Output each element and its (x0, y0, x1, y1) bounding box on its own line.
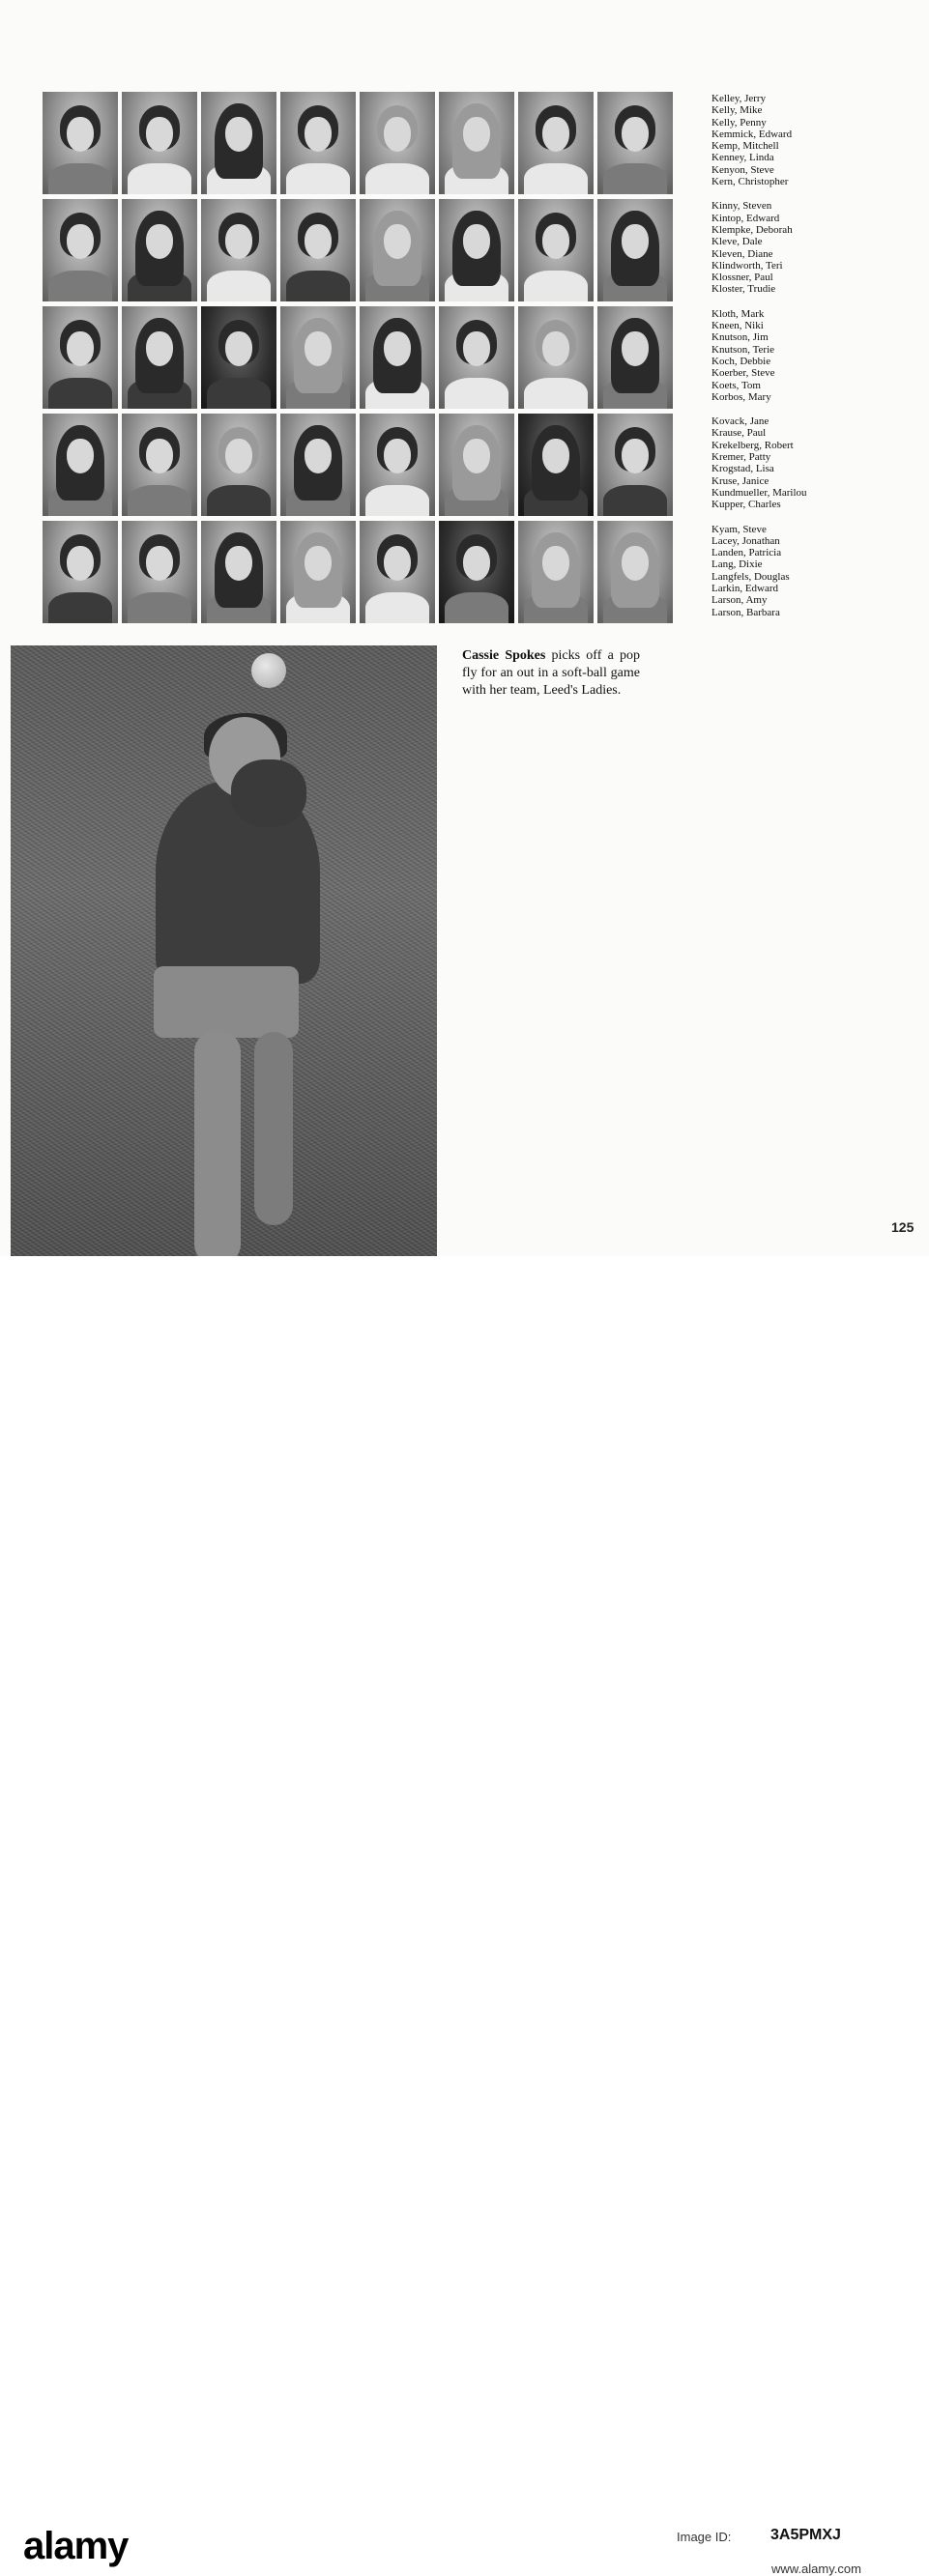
student-name: Kundmueller, Marilou (711, 486, 807, 499)
student-name: Krekelberg, Robert (711, 439, 794, 451)
softball-photo (11, 645, 437, 1256)
portrait-face (146, 117, 173, 152)
student-name: Klossner, Paul (711, 272, 773, 284)
portrait-face (463, 224, 490, 259)
portrait-face (67, 331, 94, 366)
student-name: Langfels, Douglas (711, 570, 790, 583)
photo-caption (462, 647, 640, 700)
student-portrait (360, 521, 435, 623)
portrait-face (225, 439, 252, 473)
image-id-value: 3A5PMXJ (770, 2527, 841, 2543)
student-name: Koerber, Steve (711, 367, 775, 380)
student-name: Kloster, Trudie (711, 283, 776, 296)
student-name: Krause, Paul (711, 427, 767, 440)
caption-text: picks off a pop fly for an out in a soft-ball game with her team, Leed's Ladies. (462, 648, 640, 698)
student-name: Landen, Patricia (711, 547, 782, 559)
portrait-body (365, 592, 429, 623)
portrait-face (67, 117, 94, 152)
portrait-face (225, 546, 252, 581)
student-portrait (518, 414, 594, 516)
student-portrait (439, 414, 514, 516)
student-portrait (201, 92, 276, 194)
portrait-face (542, 224, 569, 259)
portrait-body (524, 378, 588, 409)
portrait-face (542, 439, 569, 473)
student-portrait (439, 199, 514, 301)
portrait-body (603, 485, 667, 516)
alamy-logo: alamy (23, 2525, 129, 2567)
portrait-face (305, 117, 332, 152)
student-portrait (280, 199, 356, 301)
portrait-face (146, 546, 173, 581)
student-name: Kinny, Steven (711, 200, 772, 213)
portrait-face (305, 546, 332, 581)
portrait-face (67, 439, 94, 473)
portrait-face (384, 439, 411, 473)
portrait-body (48, 271, 112, 301)
portrait-body (365, 485, 429, 516)
portrait-body (286, 271, 350, 301)
student-name: Kleven, Diane (711, 247, 773, 260)
portrait-face (384, 546, 411, 581)
student-portrait (280, 92, 356, 194)
student-name: Kruse, Janice (711, 474, 769, 487)
student-portrait (360, 306, 435, 409)
portrait-face (225, 224, 252, 259)
portrait-face (622, 331, 649, 366)
student-portrait (280, 521, 356, 623)
student-portrait (122, 92, 197, 194)
student-name: Kelly, Penny (711, 116, 767, 129)
player-shorts (154, 966, 299, 1038)
player-leg (194, 1032, 241, 1256)
portrait-body (128, 485, 191, 516)
portrait-body (524, 163, 588, 194)
student-name: Klindworth, Teri (711, 259, 783, 272)
student-name: Lang, Dixie (711, 558, 763, 571)
student-name: Larson, Amy (711, 594, 768, 607)
image-id-label: Image ID: (677, 2530, 732, 2544)
student-name: Kyam, Steve (711, 523, 767, 535)
page-number: 125 (891, 1219, 914, 1235)
portrait-face (384, 331, 411, 366)
portrait-face (67, 224, 94, 259)
softball-glove (231, 759, 306, 827)
portrait-body (365, 163, 429, 194)
student-portrait (439, 92, 514, 194)
student-portrait (597, 521, 673, 623)
student-name: Kenney, Linda (711, 152, 774, 164)
portrait-body (48, 378, 112, 409)
student-name: Kern, Christopher (711, 176, 789, 188)
student-name: Kloth, Mark (711, 307, 765, 320)
student-portrait (122, 199, 197, 301)
portrait-face (305, 224, 332, 259)
portrait-body (445, 592, 508, 623)
caption-name: Cassie Spokes (462, 648, 546, 663)
portrait-face (225, 117, 252, 152)
portrait-body (48, 592, 112, 623)
portrait-body (603, 163, 667, 194)
portrait-face (622, 117, 649, 152)
portrait-face (305, 331, 332, 366)
portrait-face (146, 224, 173, 259)
student-name: Kovack, Jane (711, 415, 769, 428)
portrait-face (463, 331, 490, 366)
student-name: Kleve, Dale (711, 236, 763, 248)
student-portrait (439, 306, 514, 409)
student-name: Kneen, Niki (711, 320, 764, 332)
student-portrait (43, 521, 118, 623)
portrait-face (225, 331, 252, 366)
student-portrait (597, 306, 673, 409)
student-portrait (597, 414, 673, 516)
student-name: Koch, Debbie (711, 355, 771, 367)
student-name: Larkin, Edward (711, 582, 779, 594)
portrait-body (207, 485, 271, 516)
student-portrait (122, 521, 197, 623)
student-portrait (518, 306, 594, 409)
portrait-body (48, 163, 112, 194)
student-portrait (280, 414, 356, 516)
student-name: Kremer, Patty (711, 451, 771, 464)
portrait-face (384, 117, 411, 152)
portrait-body (524, 271, 588, 301)
student-portrait (201, 306, 276, 409)
watermark-bar (0, 1256, 929, 2576)
yearbook-page (0, 0, 929, 1256)
portrait-face (463, 439, 490, 473)
portrait-face (384, 224, 411, 259)
student-name: Kemp, Mitchell (711, 140, 779, 153)
portrait-body (286, 163, 350, 194)
student-portrait (360, 414, 435, 516)
student-portrait (360, 199, 435, 301)
student-portrait (201, 414, 276, 516)
player-leg (254, 1032, 293, 1225)
portrait-body (128, 592, 191, 623)
portrait-body (445, 378, 508, 409)
portrait-face (67, 546, 94, 581)
name-block (711, 415, 885, 510)
student-portrait (43, 414, 118, 516)
student-name: Kintop, Edward (711, 212, 780, 224)
student-name: Kupper, Charles (711, 499, 781, 511)
student-portrait (597, 199, 673, 301)
student-portrait (122, 306, 197, 409)
name-block (711, 308, 885, 403)
portrait-face (542, 546, 569, 581)
student-portrait (122, 414, 197, 516)
portrait-body (207, 378, 271, 409)
student-name: Koets, Tom (711, 379, 761, 391)
student-name: Kelley, Jerry (711, 93, 767, 104)
portrait-grid (43, 92, 673, 623)
watermark-url: www.alamy.com (771, 2562, 861, 2576)
student-portrait (43, 199, 118, 301)
student-name: Klempke, Deborah (711, 223, 793, 236)
portrait-face (463, 546, 490, 581)
student-name: Kelly, Mike (711, 104, 763, 117)
portrait-face (463, 117, 490, 152)
portrait-face (146, 439, 173, 473)
student-name: Krogstad, Lisa (711, 463, 774, 475)
student-name: Korbos, Mary (711, 390, 771, 403)
student-portrait (43, 92, 118, 194)
portrait-face (622, 546, 649, 581)
portrait-face (542, 117, 569, 152)
name-block (711, 524, 885, 618)
student-name: Larson, Barbara (711, 606, 780, 618)
student-name: Kemmick, Edward (711, 128, 793, 140)
student-portrait (201, 199, 276, 301)
student-name: Knutson, Jim (711, 331, 769, 344)
student-portrait (43, 306, 118, 409)
student-portrait (518, 521, 594, 623)
student-name: Knutson, Terie (711, 343, 775, 356)
name-block (711, 200, 885, 295)
name-list (711, 93, 885, 631)
student-name: Lacey, Jonathan (711, 534, 780, 547)
softball (251, 653, 286, 688)
student-name: Kenyon, Steve (711, 163, 774, 176)
name-block (711, 93, 885, 187)
student-portrait (597, 92, 673, 194)
student-portrait (360, 92, 435, 194)
student-portrait (280, 306, 356, 409)
portrait-face (622, 439, 649, 473)
portrait-face (622, 224, 649, 259)
student-portrait (518, 92, 594, 194)
portrait-body (207, 271, 271, 301)
student-portrait (439, 521, 514, 623)
portrait-body (128, 163, 191, 194)
portrait-face (305, 439, 332, 473)
portrait-face (146, 331, 173, 366)
student-portrait (518, 199, 594, 301)
student-portrait (201, 521, 276, 623)
portrait-face (542, 331, 569, 366)
